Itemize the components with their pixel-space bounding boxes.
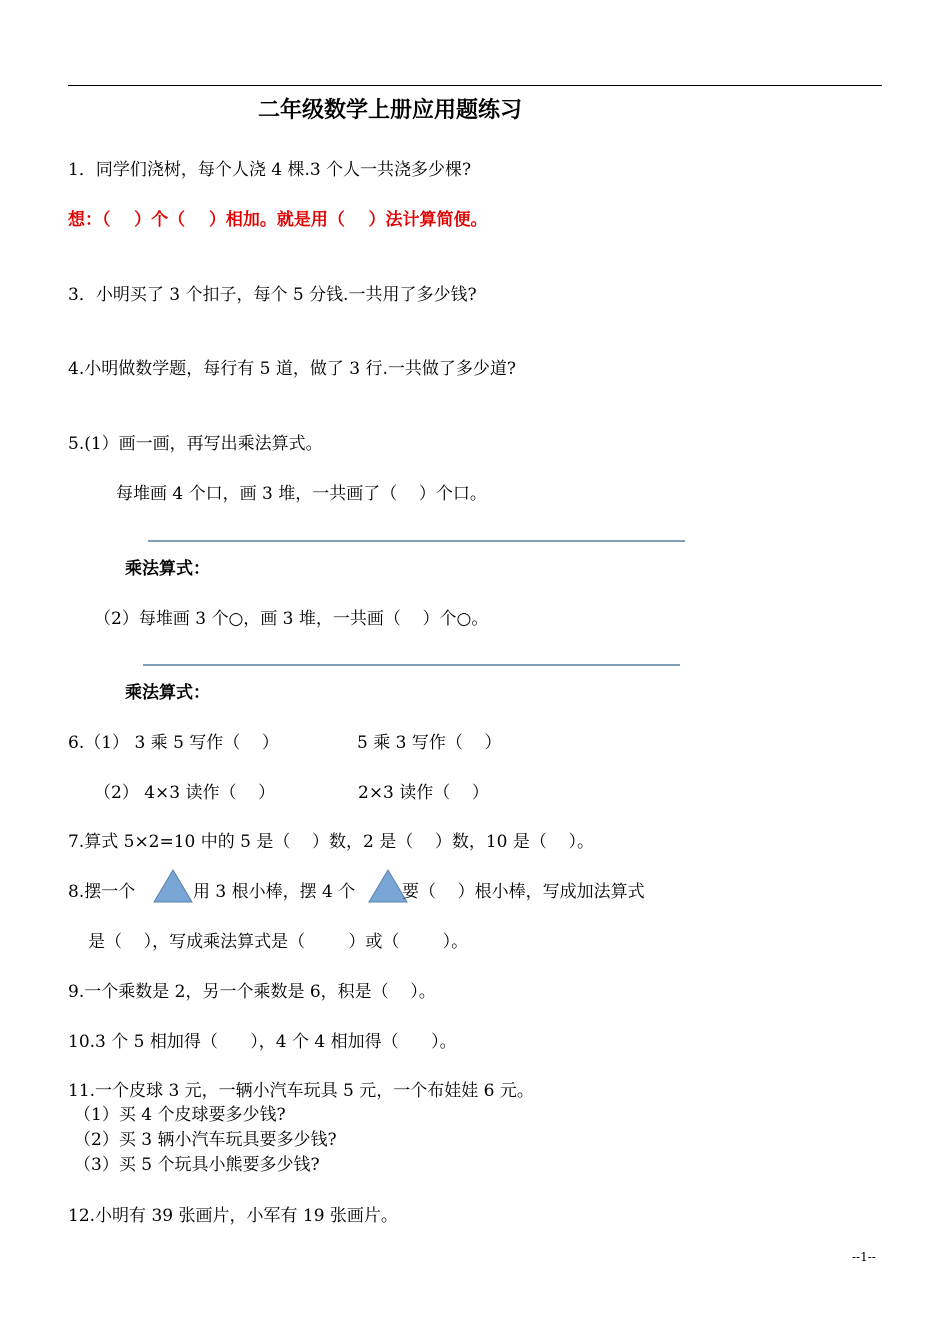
question-6-row-1b: 5 乘 3 写作（ ） [357,733,502,753]
question-7: 7.算式 5×2=10 中的 5 是（ ）数，2 是（ ）数，10 是（ ）。 [68,832,595,852]
header-rule [68,85,882,86]
question-11: 11.一个皮球 3 元，一辆小汽车玩具 5 元，一个布娃娃 6 元。 [68,1081,534,1101]
question-3: 3．小明买了 3 个扣子，每个 5 分钱.一共用了多少钱? [68,285,477,305]
question-5-part-1: 每堆画 4 个口，画 3 堆，一共画了（ ）个口。 [116,484,487,504]
formula-label-1: 乘法算式： [125,559,210,579]
question-6-row-1a: 6.（1） 3 乘 5 写作（ ） [68,733,279,753]
question-8-part-a: 8.摆一个 [68,882,136,902]
question-4: 4.小明做数学题，每行有 5 道，做了 3 行.一共做了多少道? [68,359,516,379]
question-11-sub-1: （1）买 4 个皮球要多少钱? [74,1105,286,1125]
drawing-line-2 [143,664,680,666]
question-8-part-b: 用 3 根小棒，摆 4 个 [193,882,356,902]
formula-label-2: 乘法算式： [125,683,210,703]
question-5-part-2: （2）每堆画 3 个○，画 3 堆，一共画（ ）个○。 [94,609,489,629]
question-5-heading: 5.(1）画一画，再写出乘法算式。 [68,434,323,454]
question-1: 1．同学们浇树，每个人浇 4 棵.3 个人一共浇多少棵? [68,160,472,180]
question-8-line-2: 是（ ），写成乘法算式是（ ）或（ ）。 [88,932,469,952]
question-9: 9.一个乘数是 2，另一个乘数是 6，积是（ ）。 [68,982,436,1002]
question-10: 10.3 个 5 相加得（ ），4 个 4 相加得（ ）。 [68,1032,457,1052]
question-11-sub-3: （3）买 5 个玩具小熊要多少钱? [74,1155,320,1175]
question-6-row-2a: （2） 4×3 读作（ ） [94,783,276,803]
triangle-icon [152,868,194,904]
question-12: 12.小明有 39 张画片，小军有 19 张画片。 [68,1206,398,1226]
question-1-hint: 想：（ ）个（ ）相加。就是用（ ）法计算简便。 [68,210,488,230]
drawing-line-1 [148,540,685,542]
page-number: --1-- [852,1250,876,1264]
question-6-row-2b: 2×3 读作（ ） [358,783,489,803]
question-8-part-c: 要（ ）根小棒，写成加法算式 [402,882,645,902]
question-11-sub-2: （2）买 3 辆小汽车玩具要多少钱? [74,1130,337,1150]
page-title: 二年级数学上册应用题练习 [258,97,523,123]
